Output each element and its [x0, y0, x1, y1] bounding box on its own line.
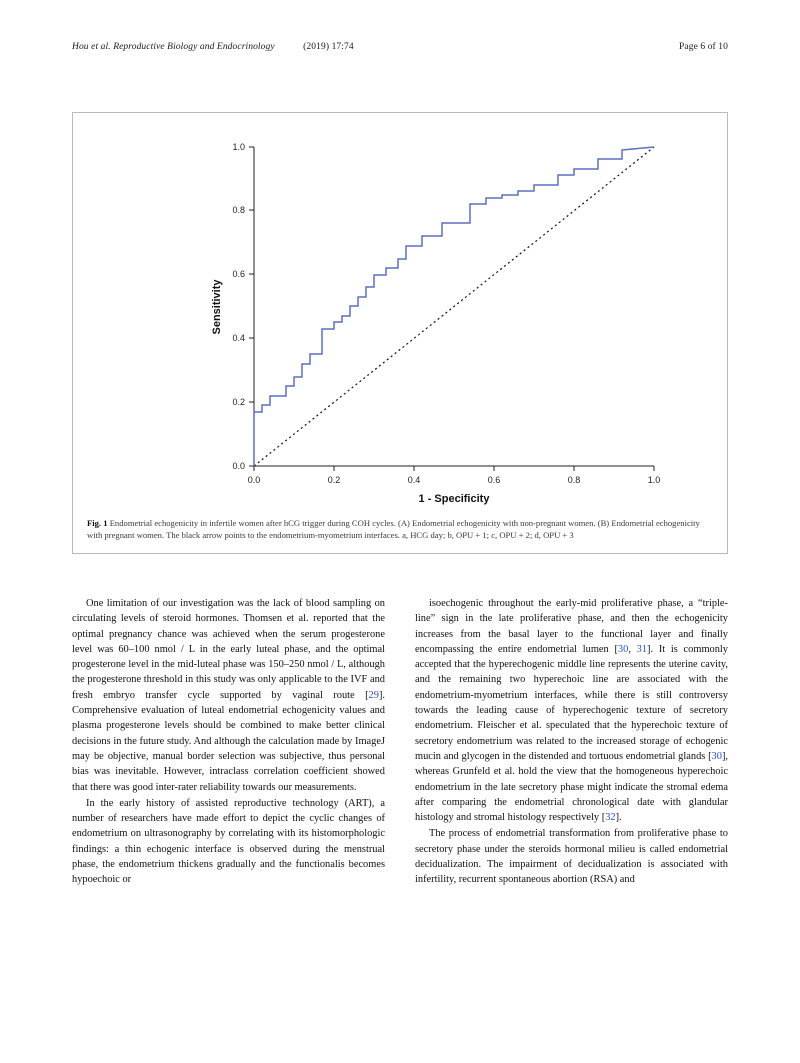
figure-caption: [73, 513, 727, 553]
citation-link[interactable]: 29: [368, 689, 379, 701]
citation-link[interactable]: 30: [711, 750, 722, 762]
y-tick-label: 0.0: [232, 461, 245, 471]
roc-chart-svg: [79, 121, 723, 509]
x-tick-label: 0.8: [567, 475, 581, 485]
x-axis-label: 1 - Specificity: [418, 493, 490, 505]
running-head: [72, 42, 728, 52]
y-tick-label: 0.2: [232, 397, 245, 407]
y-tick-label: 0.8: [232, 205, 245, 215]
paragraph: The process of endometrial transformation from proliferative phase to secretory phase under the steroids hormonal milieu is called endometrial decidualization. The impairment of decidualization is associated with infertility, recurrent spontaneous abortion (RSA) and: [415, 828, 728, 886]
figure-label: Fig. 1: [87, 518, 108, 528]
body-text: [72, 596, 728, 888]
citation-link[interactable]: 31: [636, 643, 648, 655]
journal-citation: Hou et al. Reproductive Biology and Endocrinology: [72, 42, 275, 52]
x-tick-label: 0.4: [407, 475, 421, 485]
figure-container: [72, 112, 728, 554]
paragraph: isoechogenic throughout the early-mid proliferative phase, a “triple-line” sign in the late proliferative phase, and then the echogenicity increases from the basal layer to the functional layer and finally encompassing the entire endometrial lumen [30, 31]. It is commonly accepted that the hyperechogenic middle line represents the uterine cavity, and the remaining two hyperechoic line are associated with the endometrium-myometrium interfaces, while there is still controversy towards the leading cause of hyperechogenic texture of secretory endometrium. Fleischer et al. speculated that the hyperechoic texture of secretory endometrium was related to the increased storage of echogenic mucin and glycogen in the distended and tortuous endometrial glands [30], whereas Grunfeld et al. hold the view that the homogeneous hyperechoic endometrium in the late secretory phase might indicate the stromal edema after comparing the endometrial chronological date with glandular histology and stromal histology respectively [32].: [415, 598, 728, 824]
right-column: [415, 596, 728, 888]
y-tick-label: 0.6: [232, 269, 245, 279]
citation-link[interactable]: 30: [617, 643, 629, 655]
y-tick-label: 0.4: [232, 333, 245, 343]
x-tick-label: 0.6: [487, 475, 501, 485]
reference-line: [254, 147, 654, 466]
left-column: [72, 596, 385, 888]
running-head-left: [72, 42, 354, 52]
paragraph: In the early history of assisted reproductive technology (ART), a number of researchers have made effort to depict the cyclic changes of endometrium on ultrasonography by correlating with its histomorphologic findings: a thin echogenic interface is observed during the menstrual phase, the endometrium thickens gradually and the functionalis becomes hypoechoic or: [72, 797, 385, 886]
citation-link[interactable]: 32: [605, 812, 616, 824]
paragraph: One limitation of our investigation was the lack of blood sampling on circulating levels of steroid hormones. Thomsen et al. reported that the optimal pregnancy chance was achieved when the serum progesterone level was 60–100 nmol / L in the early luteal phase, and the optimal progesterone level in the mid-luteal phase was 150–250 nmol / L, although the progesterone threshold in this study was only applicable to the IVF and fresh embryo transfer cycle supported by vaginal route [29]. Comprehensive evaluation of luteal endometrial echogenicity values and plasma progesterone levels should be combined to make better clinical decisions in the future study. And although the calculation made by ImageJ may be objective, manual border selection was subjective, thus personal bias was inevitable. However, intraclass correlation coefficient showed that there was good inter-rater reliability towards our measurements.: [72, 598, 385, 793]
x-tick-label: 1.0: [647, 475, 661, 485]
y-axis-label: Sensitivity: [211, 279, 223, 335]
figure-caption-text: Endometrial echogenicity in infertile women after hCG trigger during COH cycles. (A) Endometrial echogenicity with non-pregnant women. (B) Endometrial echogenicity with pregnant women. The black arrow points to the endometrium-myometrium interfaces. a, HCG day; b, OPU + 1; c, OPU + 2; d, OPU + 3: [87, 518, 700, 541]
x-tick-label: 0.0: [247, 475, 261, 485]
volume-info: (2019) 17:74: [303, 42, 354, 52]
x-tick-label: 0.2: [327, 475, 341, 485]
y-tick-label: 1.0: [232, 142, 245, 152]
page-number: Page 6 of 10: [679, 42, 728, 52]
roc-plot: [79, 121, 721, 511]
